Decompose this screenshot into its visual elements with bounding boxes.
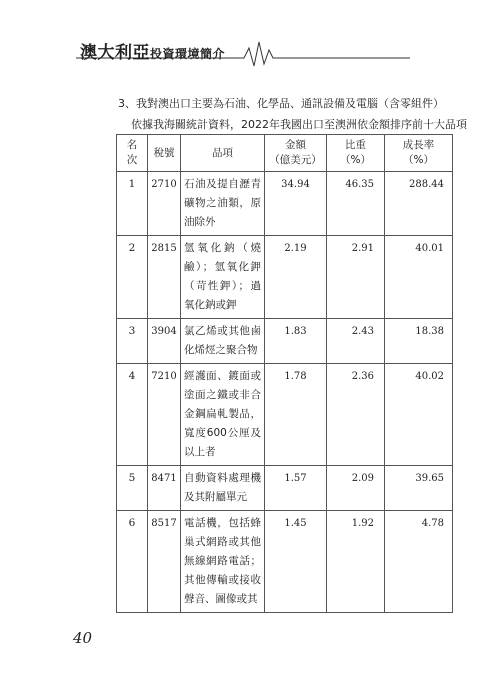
section-title: 3、我對澳出口主要為石油、化學品、通訊設備及電腦（含零組件） [118,97,444,110]
row-code: 7210 [148,364,181,466]
row-code: 2815 [148,236,181,319]
row-code: 3904 [148,319,181,364]
row-growth: 4.78 [385,511,453,613]
header-growth-line2: （%） [403,154,434,166]
row-code: 8471 [148,466,181,511]
row-rank: 3 [117,319,148,364]
row-rank: 1 [117,172,148,236]
page-number: 40 [73,629,93,647]
header-share-line2: （%） [340,154,371,166]
header-value [265,135,327,172]
header-heartbeat-line [0,28,480,68]
header-title-main: 澳大利亞 [80,43,150,63]
row-code: 2710 [148,172,181,236]
header-code: 稅號 [148,135,181,172]
row-item: 氫氧化鈉（燒鹼）；氫氧化鉀（苛性鉀）；過氧化鈉或鉀 [181,236,265,319]
row-code: 8517 [148,511,181,613]
table-row [117,364,453,466]
row-item: 石油及提自瀝青礦物之油類，原油除外 [181,172,265,236]
row-growth: 40.01 [385,236,453,319]
page-header [0,28,480,68]
row-item: 經護面、鍍面或塗面之鐵或非合金鋼扁軋製品，寬度600公厘及以上者 [181,364,265,466]
row-item: 氯乙烯或其他鹵化烯烴之聚合物 [181,319,265,364]
row-share: 2.43 [327,319,385,364]
header-rank [117,135,148,172]
header-growth [385,135,453,172]
header-item: 品項 [181,135,265,172]
header-title [80,38,225,63]
header-share [327,135,385,172]
row-rank: 5 [117,466,148,511]
row-share: 2.91 [327,236,385,319]
header-rank-line2: 次 [126,154,138,166]
header-rank-line1: 名 [126,139,138,151]
row-share: 1.92 [327,511,385,613]
table-row [117,319,453,364]
row-item: 自動資料處理機及其附屬單元 [181,466,265,511]
row-value: 1.45 [265,511,327,613]
row-rank: 2 [117,236,148,319]
row-rank: 6 [117,511,148,613]
row-item: 電話機，包括蜂巢式網路或其他無線網路電話；其他傳輸或接收聲音、圖像或其 [181,511,265,613]
table-row [117,172,453,236]
header-title-sub: 投資環境簡介 [150,47,226,61]
table-header-row [117,135,453,172]
row-growth: 40.02 [385,364,453,466]
row-value: 1.57 [265,466,327,511]
export-table [116,134,453,613]
row-value: 1.83 [265,319,327,364]
header-value-line2: （億美元） [269,154,322,166]
row-growth: 39.65 [385,466,453,511]
table-row [117,466,453,511]
row-value: 34.94 [265,172,327,236]
row-share: 46.35 [327,172,385,236]
row-rank: 4 [117,364,148,466]
row-value: 1.78 [265,364,327,466]
row-growth: 288.44 [385,172,453,236]
row-share: 2.09 [327,466,385,511]
row-value: 2.19 [265,236,327,319]
header-growth-line1: 成長率 [402,139,435,151]
row-share: 2.36 [327,364,385,466]
row-growth: 18.38 [385,319,453,364]
table-row [117,511,453,613]
table-row [117,236,453,319]
header-value-line1: 金額 [285,139,306,151]
section-intro: 依據我海關統計資料，2022年我國出口至澳洲依金額排序前十大品項 [131,118,467,131]
header-share-line1: 比重 [345,139,366,151]
